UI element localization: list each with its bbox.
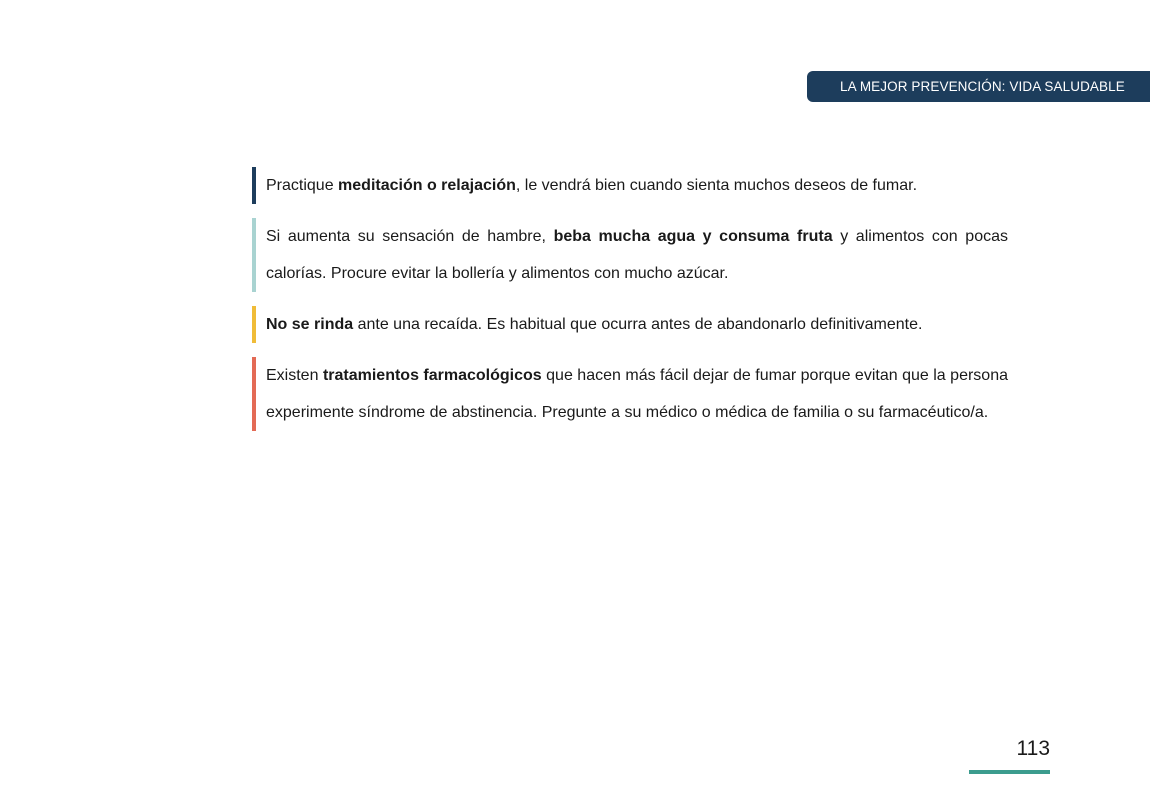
tip-text-tail: , le vendrá bien cuando sienta muchos deseos de fumar. [515,177,918,194]
tip-text-tail: que hacen más fácil dejar de fumar porque evitan que la persona experimente síndrome de abstinencia. Pregunte a su médico o médica de familia o su farmacéutico/a. [266,367,1008,421]
section-title: LA MEJOR PREVENCIÓN: VIDA SALUDABLE [840,79,1125,94]
tip-item [252,167,1008,204]
tip-text-lead: Si aumenta su sensación de hambre, [266,228,554,245]
tip-text-emphasis: beba mucha agua y consuma fruta [553,228,833,245]
section-header-tab [807,71,1150,102]
page-number: 113 [1016,737,1050,760]
tip-item [252,357,1008,431]
tip-text-tail: ante una recaída. Es habitual que ocurra antes de abandonarlo definitivamente. [353,316,923,333]
tip-text-tail: y alimentos con pocas calorías. Procure evitar la bollería y alimentos con mucho azúcar. [266,228,1008,282]
tip-item [252,218,1008,292]
tip-text-emphasis: meditación o relajación [338,177,516,194]
tip-text-lead: Practique [266,177,339,194]
tip-item [252,306,1008,343]
tips-list [252,167,1008,445]
page-number-underline [969,770,1050,774]
tip-text-emphasis: tratamientos farmacológicos [322,367,542,384]
tip-text-lead: Existen [266,367,323,384]
tip-text-emphasis: No se rinda [266,316,354,333]
